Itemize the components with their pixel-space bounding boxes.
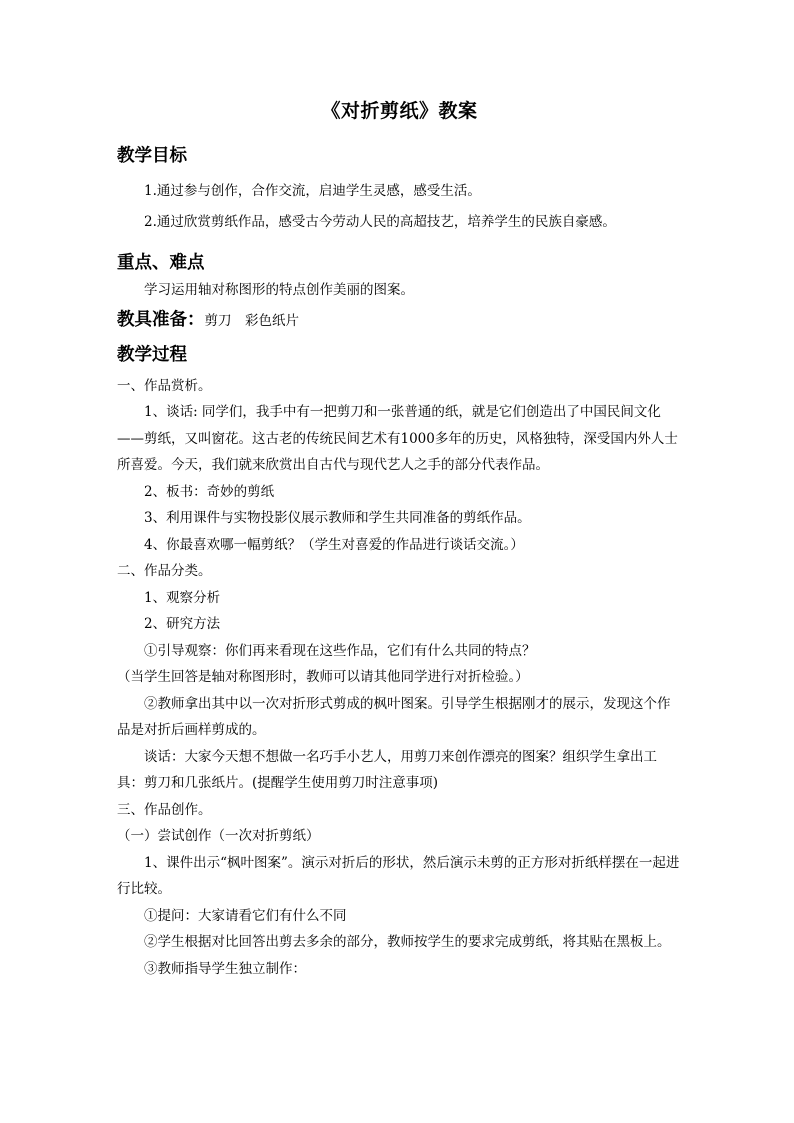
heading-materials-line xyxy=(117,308,682,333)
process-line: （一）尝试创作（一次对折剪纸） xyxy=(117,828,320,844)
heading-materials: 教具准备： xyxy=(117,309,205,330)
process-line: 2、板书：奇妙的剪纸 xyxy=(144,483,275,500)
document-title: 《对折剪纸》教案 xyxy=(321,100,478,122)
process-line: 二、作品分类。 xyxy=(117,563,212,579)
heading-process: 教学过程 xyxy=(117,344,187,365)
process-line: 1、观察分析 xyxy=(144,589,221,606)
process-line: ③教师指导学生独立制作： xyxy=(144,960,306,977)
materials-text: 剪刀 彩色纸片 xyxy=(204,312,299,329)
objective-item: 1.通过参与创作，合作交流，启迪学生灵感，感受生活。 xyxy=(144,183,481,199)
process-line: （当学生回答是轴对称图形时，教师可以请其他同学进行对折检验。） xyxy=(117,669,529,685)
process-line: 3、利用课件与实物投影仪展示教师和学生共同准备的剪纸作品。 xyxy=(144,510,531,526)
process-line: ②教师拿出其中以一次对折形式剪成的枫叶图案。引导学生根据刚才的展示，发现这个作品是对折后画样剪成的。 xyxy=(117,695,671,738)
process-line: ①提问：大家请看它们有什么不同 xyxy=(144,907,347,924)
process-line: 1、课件出示“枫叶图案”。演示对折后的形状，然后演示未剪的正方形对折纸样摆在一起进行比较。 xyxy=(117,854,680,897)
heading-key-points: 重点、难点 xyxy=(117,253,205,273)
key-points-text: 学习运用轴对称图形的特点创作美丽的图案。 xyxy=(144,282,414,298)
process-line: 2、研究方法 xyxy=(144,616,221,632)
process-line: 1、谈话: 同学们，我手中有一把剪刀和一张普通的纸，就是它们创造出了中国民间文化——剪纸，又叫窗花。这古老的传统民间艺术有1000多年的历史，风格独特，深受国内外人士所喜爱。今天，我们就来欣赏出自古代与现代艺人之手的部分代表作品。 xyxy=(117,404,678,473)
document-page xyxy=(117,98,682,982)
heading-objectives: 教学目标 xyxy=(117,146,187,166)
process-line: ①引导观察：你们再来看现在这些作品，它们有什么共同的特点？ xyxy=(144,642,536,659)
process-line: 谈话：大家今天想不想做一名巧手小艺人，用剪刀来创作漂亮的图案？组织学生拿出工具：剪刀和几张纸片。(提醒学生使用剪刀时注意事项) xyxy=(117,748,657,791)
process-line: 三、作品创作。 xyxy=(117,801,212,818)
process-line: ②学生根据对比回答出剪去多余的部分，教师按学生的要求完成剪纸，将其贴在黑板上。 xyxy=(144,934,671,950)
objective-item: 2.通过欣赏剪纸作品，感受古今劳动人民的高超技艺，培养学生的民族自豪感。 xyxy=(144,213,616,230)
process-line: 一、作品赏析。 xyxy=(117,377,212,394)
process-line: 4、你最喜欢哪一幅剪纸？（学生对喜爱的作品进行谈话交流。） xyxy=(144,536,524,553)
